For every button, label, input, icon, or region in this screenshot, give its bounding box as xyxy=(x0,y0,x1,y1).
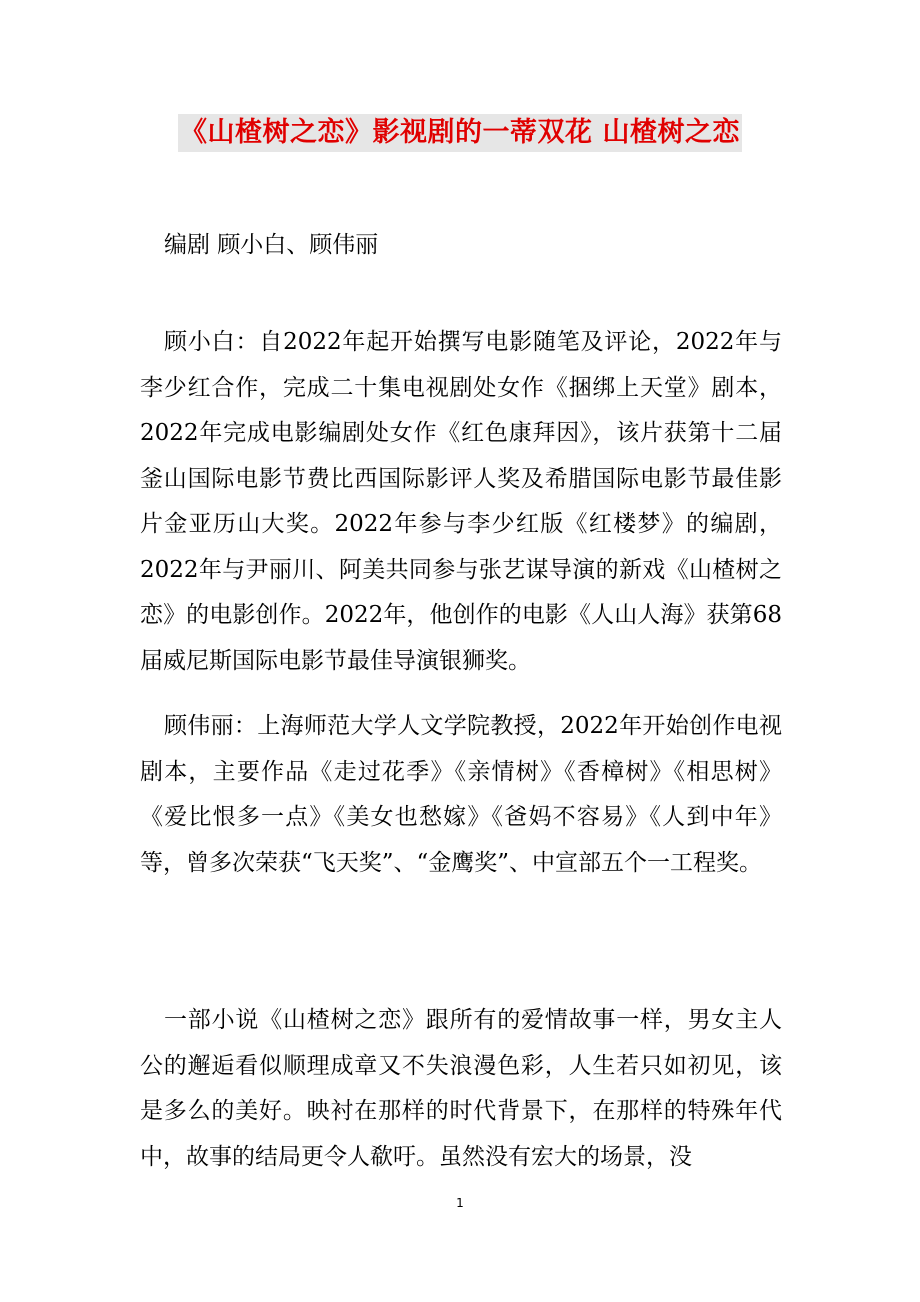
title-container xyxy=(0,114,920,152)
paragraph-gu-weili-bio: 顾伟丽：上海师范大学人文学院教授，2022年开始创作电视剧本，主要作品《走过花季》《亲情树》《香樟树》《相思树》《爱比恨多一点》《美女也愁嫁》《爸妈不容易》《人到中年》等，曾多次荣获“飞天奖”、“金鹰奖”、中宣部五个一工程奖。 xyxy=(140,713,782,876)
page-number: 1 xyxy=(456,1196,464,1210)
paragraph-gu-xiaobai-bio: 顾小白：自2022年起开始撰写电影随笔及评论，2022年与李少红合作，完成二十集电视剧处女作《捆绑上天堂》剧本，2022年完成电影编剧处女作《红色康拜因》，该片获第十二届釜山国际电影节费比西国际影评人奖及希腊国际电影节最佳影片金亚历山大奖。2022年参与李少红版《红楼梦》的编剧，2022年与尹丽川、阿美共同参与张艺谋导演的新戏《山楂树之恋》的电影创作。2022年，他创作的电影《人山人海》获第68届威尼斯国际电影节最佳导演银狮奖。 xyxy=(140,329,782,674)
document-title: 《山楂树之恋》影视剧的一蒂双花 山楂树之恋 xyxy=(178,114,742,152)
paragraph-novel-intro: 一部小说《山楂树之恋》跟所有的爱情故事一样，男女主人公的邂逅看似顺理成章又不失浪漫色彩，人生若只如初见，该是多么的美好。映衬在那样的时代背景下，在那样的特殊年代中，故事的结局更令人欷吁。虽然没有宏大的场景，没 xyxy=(140,1007,782,1170)
screenwriter-credit: 编剧 顾小白、顾伟丽 xyxy=(164,232,379,258)
